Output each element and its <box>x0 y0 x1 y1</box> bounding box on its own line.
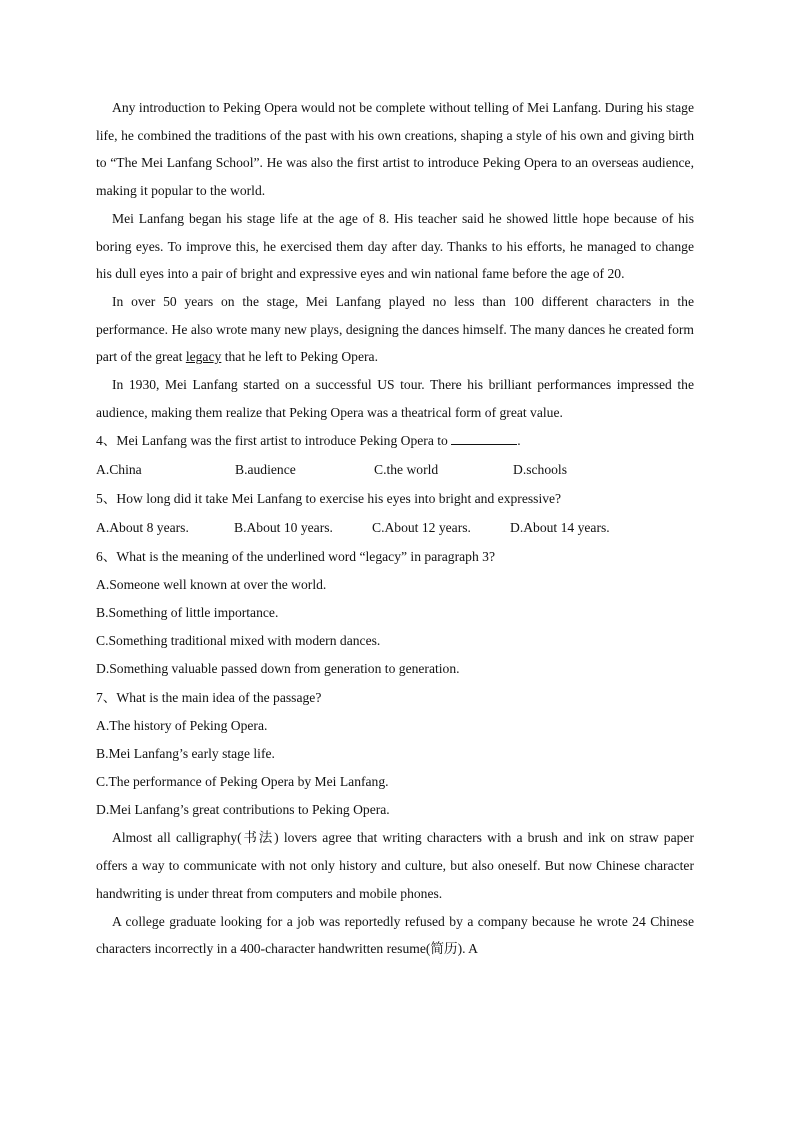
question-4-options <box>96 455 694 484</box>
paragraph-3-text-before: In over 50 years on the stage, Mei Lanfang played no less than 100 different characters in the performance. He also wrote many new plays, designing the dances himself. The many dances he created form part of the great <box>96 293 694 365</box>
passage1-paragraph-4: In 1930, Mei Lanfang started on a successful US tour. There his brilliant performances impressed the audience, making them realize that Peking Opera was a theatrical form of great value. <box>96 377 694 420</box>
question-5-options <box>96 513 694 542</box>
passage1-paragraph-3 <box>96 288 694 371</box>
question-4-option-b: B.audience <box>235 462 296 478</box>
question-6-option-a: A.Someone well known at over the world. <box>96 577 327 593</box>
question-7-option-c: C.The performance of Peking Opera by Mei Lanfang. <box>96 774 389 790</box>
question-7-stem: 7、What is the main idea of the passage? <box>96 690 322 706</box>
paragraph-3-text-after: that he left to Peking Opera. <box>221 349 378 365</box>
question-4-option-d: D.schools <box>513 462 567 478</box>
question-6-option-b: B.Something of little importance. <box>96 605 279 621</box>
question-5-option-b: B.About 10 years. <box>234 520 333 536</box>
question-5-option-a: A.About 8 years. <box>96 520 189 536</box>
question-7-option-d: D.Mei Lanfang’s great contributions to Peking Opera. <box>96 802 390 818</box>
page-content <box>96 94 694 963</box>
question-7-option-a: A.The history of Peking Opera. <box>96 718 268 734</box>
question-5-stem: 5、How long did it take Mei Lanfang to exercise his eyes into bright and expressive? <box>96 491 562 507</box>
question-4-stem: 4、Mei Lanfang was the first artist to introduce Peking Opera to . <box>96 433 521 449</box>
question-6-option-d: D.Something valuable passed down from generation to generation. <box>96 661 460 677</box>
question-6-stem: 6、What is the meaning of the underlined word “legacy” in paragraph 3? <box>96 549 495 565</box>
passage2-paragraph-2: A college graduate looking for a job was reportedly refused by a company because he wrote 24 Chinese characters incorrectly in a 400-character handwritten resume(简历). A <box>96 913 694 957</box>
question-5-option-d: D.About 14 years. <box>510 520 610 536</box>
passage1-paragraph-1: Any introduction to Peking Opera would not be complete without telling of Mei Lanfang. During his stage life, he combined the traditions of the past with his own creations, shaping a style of his own and giving birth to “The Mei Lanfang School”. He was also the first artist to introduce Peking Opera to an overseas audience, making it popular to the world. <box>96 100 694 199</box>
passage1-paragraph-2: Mei Lanfang began his stage life at the age of 8. His teacher said he showed little hope because of his boring eyes. To improve this, he exercised them day after day. Thanks to his efforts, he managed to change his dull eyes into a pair of bright and expressive eyes and win national fame before the age of 20. <box>96 210 694 282</box>
question-4-option-a: A.China <box>96 462 142 478</box>
answer-blank <box>451 433 517 445</box>
passage2-paragraph-1: Almost all calligraphy(书法) lovers agree that writing characters with a brush and ink on straw paper offers a way to communicate with not only history and culture, but also oneself. But now Chinese character handwriting is under threat from computers and mobile phones. <box>96 830 694 901</box>
underlined-word-legacy: legacy <box>185 349 222 365</box>
question-7-option-b: B.Mei Lanfang’s early stage life. <box>96 746 275 762</box>
question-6-option-c: C.Something traditional mixed with modern dances. <box>96 633 381 649</box>
question-5-option-c: C.About 12 years. <box>372 520 471 536</box>
question-4-option-c: C.the world <box>374 462 439 478</box>
